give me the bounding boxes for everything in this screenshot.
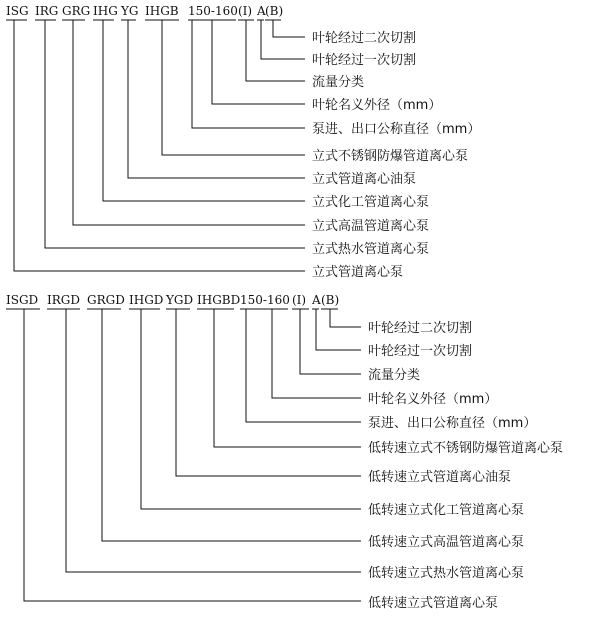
code-ihgb: IHGB xyxy=(145,4,179,18)
code-grgd: GRGD xyxy=(87,293,125,307)
code-b-b: (B) xyxy=(321,293,340,307)
bottom-label-isgd: 低转速立式管道离心泵 xyxy=(368,596,499,611)
top-label-grg: 立式高温管道离心泵 xyxy=(312,219,430,234)
bottom-label-irgd: 低转速立式热水管道离心泵 xyxy=(368,566,525,581)
top-label-ihg: 立式化工管道离心泵 xyxy=(312,195,430,210)
top-label-impeller-diameter: 叶轮名义外径（mm） xyxy=(312,98,442,113)
top-label-impeller-cut-twice: 叶轮经过二次切割 xyxy=(312,31,417,46)
code-size: 150-160 xyxy=(188,4,238,18)
code-flow: (I) xyxy=(238,4,253,18)
bottom-label-port-diameter: 泵进、出口公称直径（mm） xyxy=(368,416,537,431)
bottom-label-ygd: 低转速立式管道离心油泵 xyxy=(368,470,512,485)
bottom-label-impeller-cut-twice: 叶轮经过二次切割 xyxy=(368,321,473,336)
code-irgd: IRGD xyxy=(47,293,80,307)
bottom-label-ihgd: 低转速立式化工管道离心泵 xyxy=(368,503,525,518)
top-label-yg: 立式管道离心油泵 xyxy=(312,172,417,187)
top-label-flow-class: 流量分类 xyxy=(312,75,365,90)
code-isg: ISG xyxy=(6,4,29,18)
code-grg: GRG xyxy=(62,4,91,18)
code-a: A xyxy=(257,4,266,18)
top-label-ihgb: 立式不锈钢防爆管道离心泵 xyxy=(312,149,469,164)
top-label-port-diameter: 泵进、出口公称直径（mm） xyxy=(312,122,481,137)
code-ygd: YGD xyxy=(166,293,194,307)
bottom-label-impeller-diameter: 叶轮名义外径（mm） xyxy=(368,392,498,407)
code-ihgd: IHGD xyxy=(129,293,164,307)
code-yg: YG xyxy=(121,4,139,18)
top-label-isg: 立式管道离心泵 xyxy=(312,265,404,280)
bottom-label-impeller-cut-once: 叶轮经过一次切割 xyxy=(368,344,473,359)
bottom-label-grgd: 低转速立式高温管道离心泵 xyxy=(368,535,525,550)
code-b: (B) xyxy=(265,4,284,18)
code-flow-b: (I) xyxy=(292,293,307,307)
code-ihgbd: IHGBD xyxy=(197,293,241,307)
top-label-impeller-cut-once: 叶轮经过一次切割 xyxy=(312,53,417,68)
code-irg: IRG xyxy=(35,4,59,18)
code-isgd: ISGD xyxy=(6,293,39,307)
top-leader-lines xyxy=(14,20,305,271)
top-label-irg: 立式热水管道离心泵 xyxy=(312,242,430,257)
code-a-b: A xyxy=(312,293,321,307)
bottom-label-ihgbd: 低转速立式不锈钢防爆管道离心泵 xyxy=(368,441,564,456)
code-size-b: 150-160 xyxy=(240,293,290,307)
code-ihg: IHG xyxy=(93,4,118,18)
top-diagram xyxy=(6,4,480,280)
bottom-leader-lines xyxy=(24,309,361,601)
bottom-diagram xyxy=(6,293,563,611)
bottom-label-flow-class: 流量分类 xyxy=(368,368,421,383)
